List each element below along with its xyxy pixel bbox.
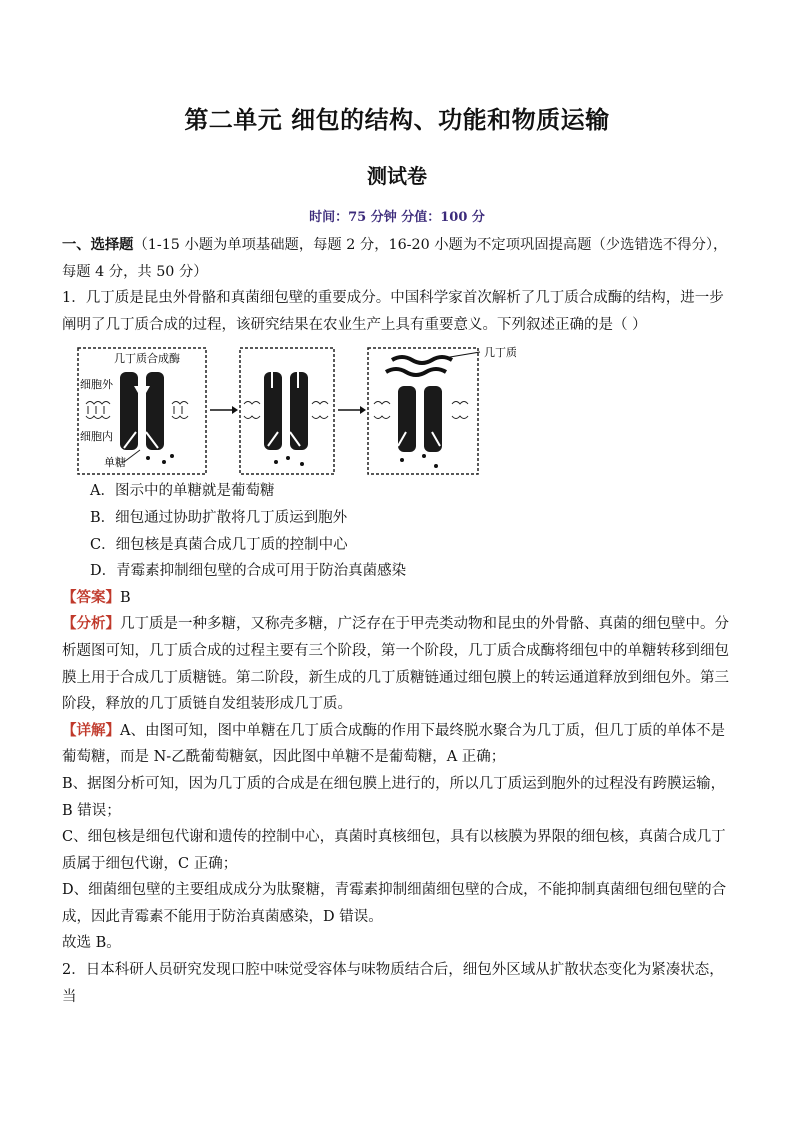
- detail-b: B、据图分析可知，因为几丁质的合成是在细包膜上进行的，所以几丁质运到胞外的过程没有跨膜运输，B 错误；: [62, 775, 726, 819]
- question-1-figure: [62, 338, 734, 478]
- enzyme-2: [264, 366, 308, 450]
- membrane-3: [374, 402, 468, 419]
- detail-a: [62, 718, 734, 771]
- detail-c: C、细包核是细包代谢和遗传的控制中心，真菌时真核细包，具有以核膜为界限的细包核，真菌合成几丁质属于细包代谢，C 正确；: [62, 829, 726, 872]
- detail-d: D、细菌细包壁的主要组成成分为肽聚糖，青霉素抑制细菌细包壁的合成，不能抑制真菌细包细包壁的合成，因此青霉素不能用于防治真菌感染，D 错误。: [62, 882, 727, 925]
- answer-tag: 【答案】: [62, 588, 120, 606]
- chitin-chains: [386, 357, 452, 375]
- conclusion: 故选 B。: [62, 935, 121, 952]
- document-body: [62, 232, 734, 1010]
- inside-label: 细胞内: [80, 430, 113, 444]
- chitin-label: 几丁质: [484, 346, 516, 360]
- question-1-stem: 1．几丁质是昆虫外骨骼和真菌细包壁的重要成分。中国科学家首次解析了几丁质合成酶的结构，进一步阐明了几丁质合成的过程，该研究结果在农业生产上具有重要意义。下列叙述正确的是（ ）: [62, 290, 724, 333]
- membrane-2: [244, 402, 328, 419]
- analysis-tag: 【分析】: [62, 615, 120, 633]
- membrane-right-1: [172, 402, 188, 419]
- answer-value: B: [120, 589, 131, 606]
- detail-tag: 【详解】: [62, 721, 120, 739]
- arrow-2: [360, 406, 366, 414]
- arrow-1: [232, 406, 238, 414]
- section-title: 一、选择题: [62, 237, 134, 253]
- section-heading: [62, 232, 734, 285]
- detail-a-text: A、由图可知，图中单糖在几丁质合成酶的作用下最终脱水聚合为几丁质，但几丁质的单体不是葡萄糖，而是 N-乙酰葡萄糖氨，因此图中单糖不是葡萄糖，A 正确；: [62, 722, 725, 766]
- analysis-paragraph: [62, 611, 734, 717]
- sugar-label: 单糖: [104, 456, 126, 470]
- page-subtitle: 测试卷: [367, 164, 427, 188]
- enzyme-1: [120, 372, 164, 450]
- membrane-left-1: [86, 402, 110, 419]
- outside-label: 细胞外: [80, 378, 113, 392]
- answer-line: [62, 585, 734, 612]
- page-title: 第二单元 细包的结构、功能和物质运输: [184, 106, 610, 134]
- time-info: 时间：75 分钟 分值：100 分: [309, 210, 485, 225]
- analysis-text: 几丁质是一种多糖，又称壳多糖，广泛存在于甲壳类动物和昆虫的外骨骼、真菌的细包壁中。分析题图可知，几丁质合成的过程主要有三个阶段，第一个阶段，几丁质合成酶将细包中的单糖转移到细包膜上用于合成几丁质糖链。第二阶段，新生成的几丁质糖链通过细包膜上的转运通道释放到细包外。第三阶段，释放的几丁质链自发组装形成几丁质。: [62, 616, 729, 713]
- section-desc: （1-15 小题为单项基础题，每题 2 分，16-20 小题为不定项巩固提高题（少选错选不得分），每题 4 分，共 50 分）: [62, 237, 728, 280]
- question-2-stem: 2．日本科研人员研究发现口腔中味觉受容体与味物质结合后，细包外区域从扩散状态变化为紧凑状态，当: [62, 962, 724, 1005]
- option-a: A．图示中的单糖就是葡萄糖: [90, 483, 275, 500]
- panel-1-frame: [78, 348, 206, 474]
- option-d: D．青霉素抑制细包壁的合成可用于防治真菌感染: [90, 563, 407, 580]
- option-b: B．细包通过协助扩散将几丁质运到胞外: [90, 509, 348, 526]
- option-c: C．细包核是真菌合成几丁质的控制中心: [90, 536, 348, 553]
- enzyme-label: 几丁质合成酶: [114, 352, 180, 366]
- enzyme-3: [398, 386, 442, 452]
- chitin-synthesis-diagram: [76, 346, 516, 476]
